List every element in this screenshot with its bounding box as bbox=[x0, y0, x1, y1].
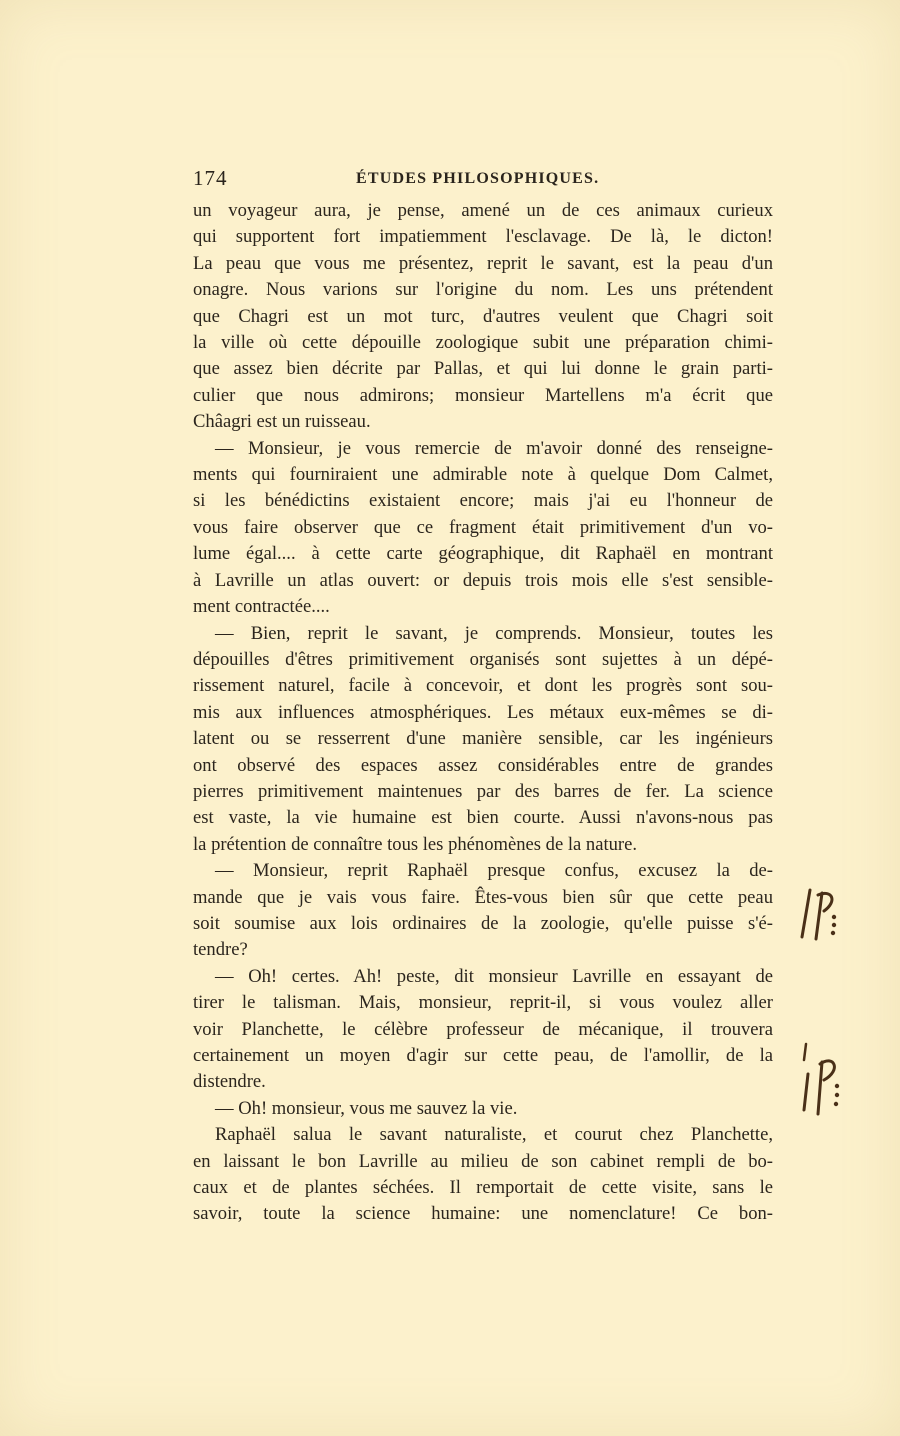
text-line: caux et de plantes séchées. Il remportait de cette visite, sans le bbox=[193, 1177, 773, 1199]
text-line: la ville où cette dépouille zoologique subit une préparation chimi- bbox=[193, 332, 773, 354]
text-line: mis aux influences atmosphériques. Les métaux eux-mêmes se di- bbox=[193, 701, 773, 723]
text-line: soit soumise aux lois ordinaires de la zoologie, qu'elle puisse s'é- bbox=[193, 912, 773, 934]
text-line: que assez bien décrite par Pallas, et qui lui donne le grain parti- bbox=[193, 358, 773, 380]
text-line: tendre? bbox=[193, 939, 248, 961]
text-line: certainement un moyen d'agir sur cette peau, de l'amollir, de la bbox=[193, 1045, 773, 1066]
text-line: distendre. bbox=[193, 1071, 266, 1093]
text-line: Châagri est un ruisseau. bbox=[193, 411, 371, 433]
text-line: La peau que vous me présentez, reprit le savant, est la peau d'un bbox=[193, 252, 773, 274]
text-line: un voyageur aura, je pense, amené un de ces animaux curieux bbox=[193, 200, 773, 221]
body-text bbox=[193, 198, 773, 1228]
text-line: qui supportent fort impatiemment l'esclavage. De là, le dicton! bbox=[193, 226, 773, 248]
text-line: est vaste, la vie humaine est bien courte. Aussi n'avons-nous pas bbox=[193, 807, 773, 829]
text-line: tirer le talisman. Mais, monsieur, reprit-il, si vous voulez aller bbox=[193, 992, 773, 1014]
text-line: rissement naturel, facile à concevoir, et dont les progrès sont sou- bbox=[193, 675, 773, 697]
page-number: 174 bbox=[193, 166, 228, 190]
text-line: Raphaël salua le savant naturaliste, et courut chez Planchette, bbox=[215, 1124, 773, 1146]
text-line: — Monsieur, reprit Raphaël presque confus, excusez la de- bbox=[215, 860, 773, 882]
text-line: voir Planchette, le célèbre professeur de mécanique, il trouvera bbox=[193, 1018, 773, 1040]
text-line: en laissant le bon Lavrille au milieu de son cabinet rempli de bo- bbox=[193, 1150, 773, 1172]
text-line: — Oh! certes. Ah! peste, dit monsieur Lavrille en essayant de bbox=[215, 965, 773, 987]
handwritten-margin-mark bbox=[800, 1040, 848, 1120]
text-line: savoir, toute la science humaine: une nomenclature! Ce bon- bbox=[193, 1203, 773, 1225]
text-line: à Lavrille un atlas ouvert: or depuis trois mois elle s'est sensible- bbox=[193, 569, 773, 591]
text-line: que Chagri est un mot turc, d'autres veulent que Chagri soit bbox=[193, 305, 773, 327]
text-line: latent ou se resserrent d'une manière sensible, car les ingénieurs bbox=[193, 728, 773, 750]
text-line: ont observé des espaces assez considérables entre de grandes bbox=[193, 754, 773, 776]
text-line: dépouilles d'êtres primitivement organisés sont sujettes à un dépé- bbox=[193, 648, 773, 670]
text-line: — Bien, reprit le savant, je comprends. Monsieur, toutes les bbox=[215, 622, 773, 644]
text-line: culier que nous admirons; monsieur Martellens m'a écrit que bbox=[193, 384, 773, 406]
page-header bbox=[193, 166, 773, 196]
text-line: pierres primitivement maintenues par des barres de fer. La science bbox=[193, 780, 773, 802]
text-block bbox=[193, 198, 773, 1228]
text-line: lume égal.... à cette carte géographique, dit Raphaël en montrant bbox=[193, 543, 773, 565]
text-line: — Monsieur, je vous remercie de m'avoir donné des renseigne- bbox=[215, 437, 773, 459]
text-line: ment contractée.... bbox=[193, 596, 330, 618]
running-title: ÉTUDES PHILOSOPHIQUES. bbox=[356, 170, 600, 187]
text-line: onagre. Nous varions sur l'origine du nom. Les uns prétendent bbox=[193, 279, 773, 301]
text-line: si les bénédictins existaient encore; mais j'ai eu l'honneur de bbox=[193, 490, 773, 512]
text-line: ments qui fourniraient une admirable note à quelque Dom Calmet, bbox=[193, 464, 773, 486]
text-line: mande que je vais vous faire. Êtes-vous bien sûr que cette peau bbox=[193, 886, 773, 908]
text-line: — Oh! monsieur, vous me sauvez la vie. bbox=[215, 1097, 518, 1119]
handwritten-margin-mark bbox=[798, 885, 846, 945]
text-line: vous faire observer que ce fragment était primitivement d'un vo- bbox=[193, 516, 773, 538]
text-line: la prétention de connaître tous les phénomènes de la nature. bbox=[193, 833, 638, 855]
